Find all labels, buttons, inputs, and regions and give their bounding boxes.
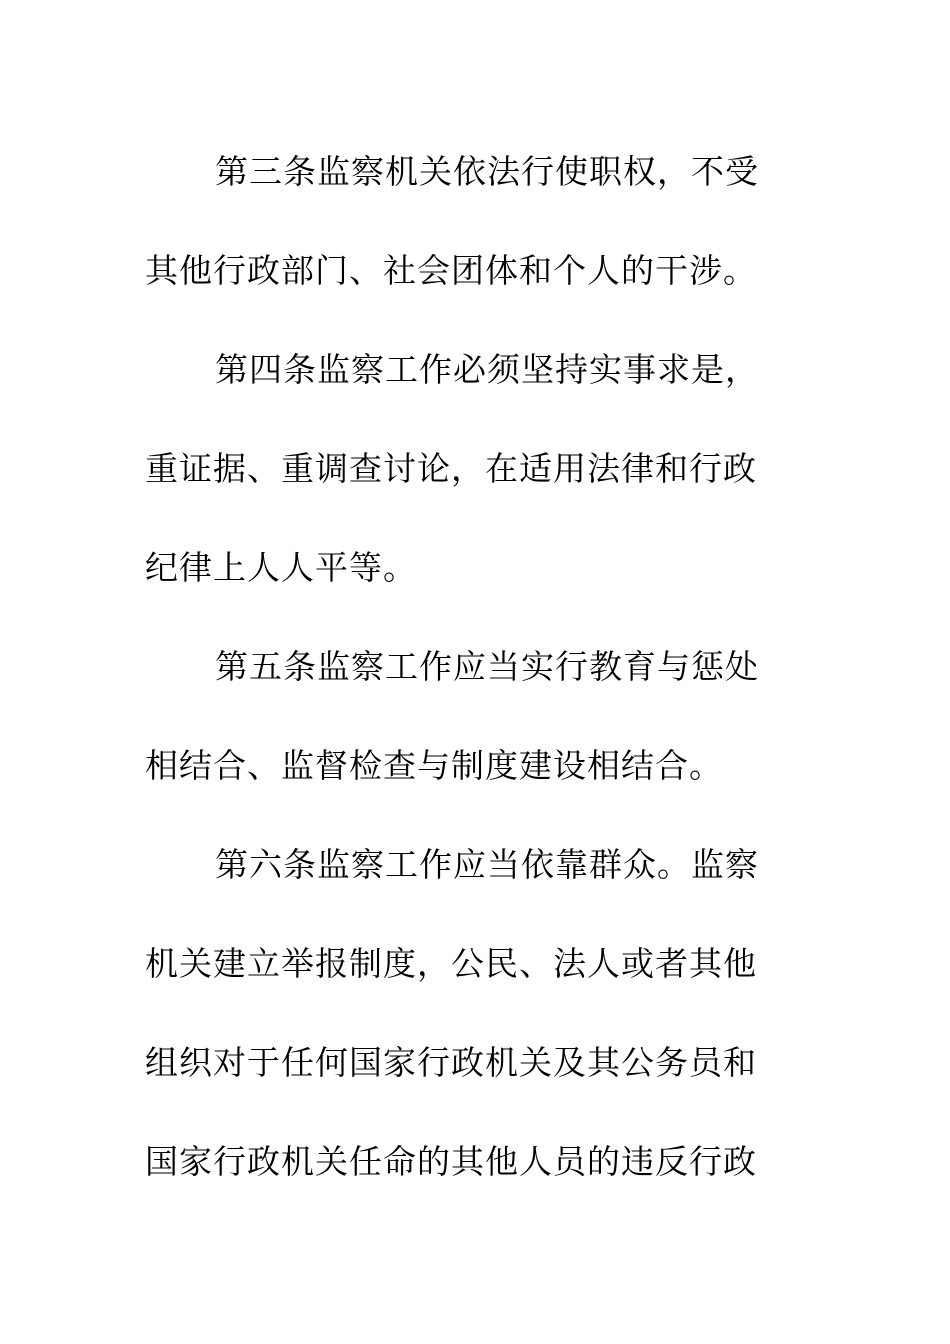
article-6-line-4: 国家行政机关任命的其他人员的违反行政: [145, 1142, 757, 1181]
article-3-line-2: 其他行政部门、社会团体和个人的干涉。: [145, 251, 757, 290]
article-6-line-2: 机关建立举报制度，公民、法人或者其他: [145, 944, 757, 983]
document-body: [145, 122, 805, 1211]
article-6-line-1: 第六条监察工作应当依靠群众。监察: [215, 845, 759, 884]
article-4-line-1: 第四条监察工作必须坚持实事求是，: [215, 350, 759, 389]
article-5-line-2: 相结合、监督检查与制度建设相结合。: [145, 746, 723, 785]
article-5-line-1: 第五条监察工作应当实行教育与惩处: [215, 647, 759, 686]
article-4-line-3: 纪律上人人平等。: [145, 548, 417, 587]
article-3-line-1: 第三条监察机关依法行使职权，不受: [215, 152, 759, 191]
article-6-line-3: 组织对于任何国家行政机关及其公务员和: [145, 1043, 757, 1082]
article-4-line-2: 重证据、重调查讨论，在适用法律和行政: [145, 449, 757, 488]
